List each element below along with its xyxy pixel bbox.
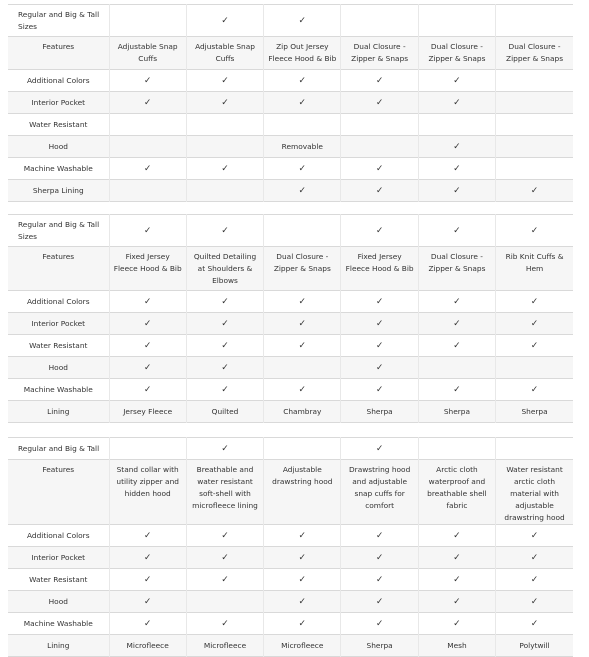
row-label-additional-colors: Additional Colors <box>26 296 90 306</box>
table-cell <box>109 136 186 158</box>
table-cell: ✓ <box>418 70 495 92</box>
table-cell: ✓ <box>264 92 341 114</box>
table-cell: ✓ <box>496 335 573 357</box>
table-cell <box>264 438 341 460</box>
table-cell: ✓ <box>341 291 418 313</box>
table-cell: ✓ <box>418 92 495 114</box>
table-cell: ✓ <box>341 357 418 379</box>
table-cell: Adjustable Snap Cuffs <box>186 37 263 70</box>
table-cell: ✓ <box>186 357 263 379</box>
table-cell: Polytwill <box>496 635 573 657</box>
table-cell <box>264 114 341 136</box>
table-cell <box>496 5 573 37</box>
table-cell: ✓ <box>341 335 418 357</box>
row-label-features: Features <box>42 42 75 51</box>
table-cell: ✓ <box>341 158 418 180</box>
table-cell: ✓ <box>418 335 495 357</box>
table-cell: ✓ <box>496 215 573 247</box>
table-cell <box>109 438 186 460</box>
table-cell: ✓ <box>186 5 263 37</box>
table-cell: ✓ <box>109 379 186 401</box>
table-cell <box>418 438 495 460</box>
table-cell <box>496 92 573 114</box>
table-cell <box>496 70 573 92</box>
comparison-table-2 <box>8 214 573 423</box>
table-row <box>8 215 573 247</box>
row-label-additional-colors: Additional Colors <box>26 530 90 540</box>
table-row <box>8 357 573 379</box>
table-cell: Breathable and water resistant soft-shell with microfleece lining <box>186 460 263 525</box>
row-label-interior-pocket: Interior Pocket <box>31 552 86 562</box>
table-cell: ✓ <box>418 379 495 401</box>
row-label-machine-washable: Machine Washable <box>23 384 93 394</box>
table-cell <box>496 438 573 460</box>
row-label-hood: Hood <box>48 362 68 372</box>
row-label-sizes: Regular and Big & Tall Sizes <box>18 219 100 241</box>
table-cell: Sherpa <box>341 635 418 657</box>
table-cell: Water resistant arctic cloth material with adjustable drawstring hood <box>496 460 573 525</box>
table-cell: ✓ <box>109 70 186 92</box>
table-cell <box>418 357 495 379</box>
table-cell: Rib Knit Cuffs & Hem <box>496 247 573 291</box>
table-cell: ✓ <box>264 591 341 613</box>
table-cell: Chambray <box>264 401 341 423</box>
table-cell: ✓ <box>496 569 573 591</box>
table-cell: ✓ <box>109 525 186 547</box>
table-row <box>8 158 573 180</box>
table-cell: Sherpa <box>341 401 418 423</box>
table-cell: ✓ <box>186 438 263 460</box>
table-cell: ✓ <box>186 569 263 591</box>
table-cell: ✓ <box>109 547 186 569</box>
row-label-lining: Lining <box>47 640 70 650</box>
table-cell <box>496 114 573 136</box>
table-cell: ✓ <box>109 591 186 613</box>
table-cell <box>496 136 573 158</box>
table-cell: Microfleece <box>264 635 341 657</box>
table-cell: Dual Closure - Zipper & Snaps <box>264 247 341 291</box>
row-label-hood: Hood <box>48 596 68 606</box>
table-cell: ✓ <box>186 335 263 357</box>
table-cell <box>418 114 495 136</box>
table-cell: ✓ <box>109 613 186 635</box>
row-label-hood: Hood <box>48 141 68 151</box>
table-cell <box>341 5 418 37</box>
table-cell: ✓ <box>341 180 418 202</box>
table-cell: ✓ <box>418 525 495 547</box>
table-cell: Drawstring hood and adjustable snap cuffs for comfort <box>341 460 418 525</box>
table-cell: Microfleece <box>109 635 186 657</box>
comparison-table-1 <box>8 4 573 202</box>
table-cell: ✓ <box>109 357 186 379</box>
table-cell: ✓ <box>109 158 186 180</box>
table-cell: ✓ <box>418 591 495 613</box>
table-cell: Quilted <box>186 401 263 423</box>
table-cell: Dual Closure - Zipper & Snaps <box>496 37 573 70</box>
table-cell: ✓ <box>109 215 186 247</box>
table-cell: ✓ <box>496 291 573 313</box>
table-cell: Stand collar with utility zipper and hidden hood <box>109 460 186 525</box>
table-cell: Dual Closure - Zipper & Snaps <box>418 37 495 70</box>
table-row <box>8 525 573 547</box>
row-label-additional-colors: Additional Colors <box>26 75 90 85</box>
table-cell: ✓ <box>264 569 341 591</box>
table-cell: ✓ <box>264 158 341 180</box>
row-label-sizes: Regular and Big & Tall <box>18 443 100 453</box>
table-cell: Dual Closure - Zipper & Snaps <box>341 37 418 70</box>
table-cell: Zip Out Jersey Fleece Hood & Bib <box>264 37 341 70</box>
table-cell: ✓ <box>496 591 573 613</box>
row-label-machine-washable: Machine Washable <box>23 618 93 628</box>
table-cell: ✓ <box>186 291 263 313</box>
table-cell: ✓ <box>418 158 495 180</box>
table-cell: ✓ <box>496 525 573 547</box>
table-cell: ✓ <box>341 613 418 635</box>
row-label-features: Features <box>42 465 75 474</box>
table-row <box>8 613 573 635</box>
table-cell: ✓ <box>341 379 418 401</box>
row-label-features: Features <box>42 252 75 261</box>
table-cell <box>341 136 418 158</box>
table-cell: Fixed Jersey Fleece Hood & Bib <box>341 247 418 291</box>
table-cell: ✓ <box>186 92 263 114</box>
table-cell <box>264 357 341 379</box>
table-cell: ✓ <box>186 70 263 92</box>
table-row <box>8 136 573 158</box>
table-row <box>8 291 573 313</box>
row-label-water-resistant: Water Resistant <box>29 340 88 350</box>
table-row <box>8 247 573 291</box>
table-cell: ✓ <box>186 525 263 547</box>
table-cell: Mesh <box>418 635 495 657</box>
table-cell: Quilted Detailing at Shoulders & Elbows <box>186 247 263 291</box>
table-cell: ✓ <box>418 180 495 202</box>
table-cell: Microfleece <box>186 635 263 657</box>
table-cell <box>186 114 263 136</box>
table-cell <box>186 180 263 202</box>
table-cell: ✓ <box>341 215 418 247</box>
row-label-lining: Lining <box>47 406 70 416</box>
table-cell <box>496 357 573 379</box>
table-cell: Removable <box>264 136 341 158</box>
table-cell: ✓ <box>341 569 418 591</box>
table-cell: ✓ <box>264 335 341 357</box>
row-label-sizes: Regular and Big & Tall Sizes <box>18 9 100 31</box>
table-cell: Adjustable drawstring hood <box>264 460 341 525</box>
table-row <box>8 114 573 136</box>
comparison-table-3 <box>8 437 573 657</box>
table-cell: ✓ <box>109 569 186 591</box>
table-cell: ✓ <box>186 313 263 335</box>
table-cell: ✓ <box>341 547 418 569</box>
table-cell: ✓ <box>341 92 418 114</box>
table-cell: ✓ <box>109 313 186 335</box>
table-cell: ✓ <box>418 215 495 247</box>
table-row <box>8 335 573 357</box>
table-cell: ✓ <box>109 335 186 357</box>
table-cell <box>341 114 418 136</box>
table-cell: ✓ <box>264 70 341 92</box>
table-cell: ✓ <box>341 438 418 460</box>
table-cell: Arctic cloth waterproof and breathable shell fabric <box>418 460 495 525</box>
table-cell: ✓ <box>186 613 263 635</box>
table-row <box>8 70 573 92</box>
table-row <box>8 379 573 401</box>
row-label-interior-pocket: Interior Pocket <box>31 318 86 328</box>
table-cell: ✓ <box>418 569 495 591</box>
table-cell: ✓ <box>264 313 341 335</box>
table-cell: ✓ <box>264 180 341 202</box>
table-cell: ✓ <box>341 313 418 335</box>
table-cell <box>186 591 263 613</box>
table-row <box>8 180 573 202</box>
table-cell: ✓ <box>496 547 573 569</box>
table-cell <box>109 5 186 37</box>
table-row <box>8 460 573 525</box>
table-cell <box>186 136 263 158</box>
table-cell <box>109 180 186 202</box>
table-cell: ✓ <box>186 379 263 401</box>
table-row <box>8 547 573 569</box>
table-cell: ✓ <box>496 613 573 635</box>
table-cell: ✓ <box>418 613 495 635</box>
row-label-machine-washable: Machine Washable <box>23 163 93 173</box>
table-cell: ✓ <box>186 547 263 569</box>
table-cell: Sherpa <box>496 401 573 423</box>
table-cell: ✓ <box>264 525 341 547</box>
table-cell: ✓ <box>496 180 573 202</box>
row-label-water-resistant: Water Resistant <box>29 119 88 129</box>
table-cell: Dual Closure - Zipper & Snaps <box>418 247 495 291</box>
table-cell: ✓ <box>264 547 341 569</box>
table-row <box>8 401 573 423</box>
table-row <box>8 5 573 37</box>
table-row <box>8 92 573 114</box>
table-cell: ✓ <box>418 136 495 158</box>
table-row <box>8 635 573 657</box>
table-row <box>8 37 573 70</box>
table-row <box>8 591 573 613</box>
table-cell <box>496 158 573 180</box>
row-label-sherpa-lining: Sherpa Lining <box>32 185 84 195</box>
table-cell <box>418 5 495 37</box>
table-cell: ✓ <box>264 291 341 313</box>
row-label-water-resistant: Water Resistant <box>29 574 88 584</box>
table-cell: ✓ <box>186 215 263 247</box>
table-cell: ✓ <box>496 379 573 401</box>
table-cell: Jersey Fleece <box>109 401 186 423</box>
table-row <box>8 569 573 591</box>
table-cell: ✓ <box>418 291 495 313</box>
table-cell: Fixed Jersey Fleece Hood & Bib <box>109 247 186 291</box>
row-label-interior-pocket: Interior Pocket <box>31 97 86 107</box>
table-cell: ✓ <box>341 70 418 92</box>
table-row <box>8 313 573 335</box>
table-cell <box>109 114 186 136</box>
table-cell: ✓ <box>264 379 341 401</box>
table-cell <box>264 215 341 247</box>
table-cell: ✓ <box>496 313 573 335</box>
table-cell: ✓ <box>341 525 418 547</box>
table-cell: ✓ <box>341 591 418 613</box>
table-cell: ✓ <box>418 547 495 569</box>
table-cell: ✓ <box>109 291 186 313</box>
table-row <box>8 438 573 460</box>
table-cell: ✓ <box>186 158 263 180</box>
table-cell: Adjustable Snap Cuffs <box>109 37 186 70</box>
table-cell: ✓ <box>418 313 495 335</box>
table-cell: Sherpa <box>418 401 495 423</box>
table-cell: ✓ <box>264 613 341 635</box>
table-cell: ✓ <box>109 92 186 114</box>
table-cell: ✓ <box>264 5 341 37</box>
